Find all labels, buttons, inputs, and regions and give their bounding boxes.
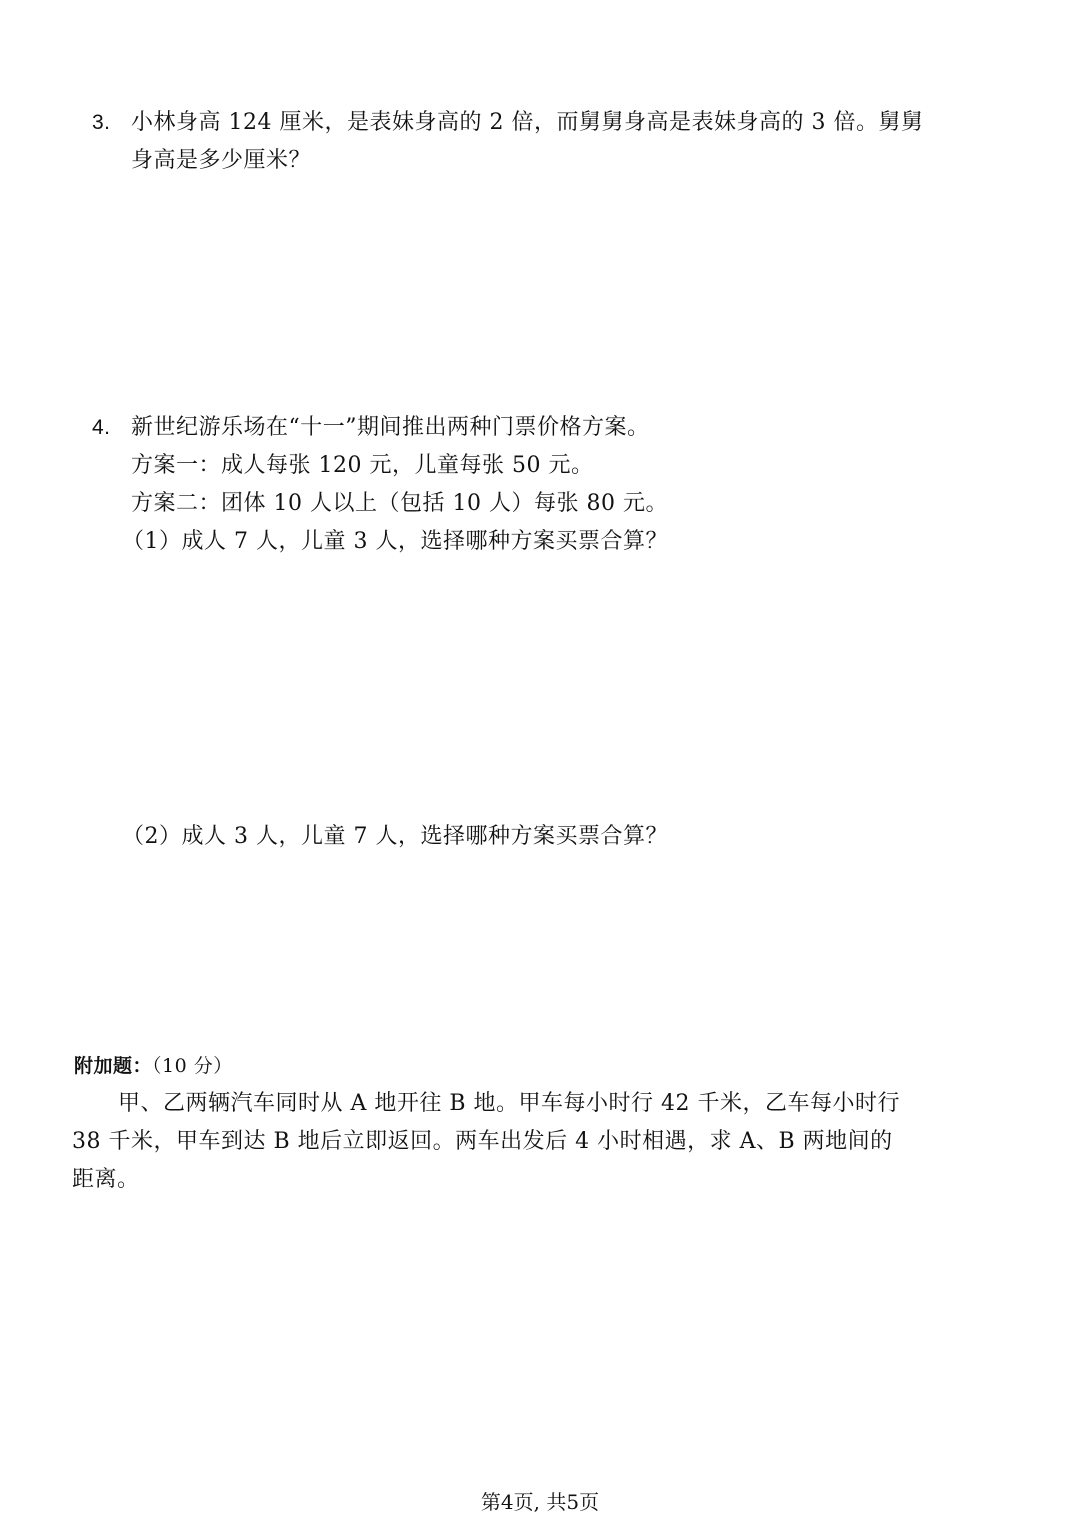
- bonus-score: （10 分）: [152, 1055, 233, 1077]
- question-4-number: 4.: [92, 416, 111, 439]
- question-4-plan-1: 方案一：成人每张 120 元，儿童每张 50 元。: [131, 453, 594, 478]
- question-4-sub-1: （1）成人 7 人，儿童 3 人，选择哪种方案买票合算？: [122, 529, 668, 554]
- question-3-line-2: 身高是多少厘米？: [131, 148, 312, 173]
- bonus-line-1: 甲、乙两辆汽车同时从 A 地开往 B 地。甲车每小时行 42 千米，乙车每小时行: [118, 1091, 901, 1116]
- bonus-title: 附加题：: [74, 1055, 153, 1077]
- question-3-line-1: 小林身高 124 厘米，是表妹身高的 2 倍，而舅舅身高是表妹身高的 3 倍。舅舅: [131, 110, 924, 135]
- bonus-line-2: 38 千米，甲车到达 B 地后立即返回。两车出发后 4 小时相遇，求 A、B 两地间的: [72, 1129, 893, 1154]
- question-4-sub-2: （2）成人 3 人，儿童 7 人，选择哪种方案买票合算？: [122, 824, 668, 849]
- question-4-plan-2: 方案二：团体 10 人以上（包括 10 人）每张 80 元。: [131, 491, 668, 516]
- bonus-line-3: 距离。: [72, 1167, 140, 1192]
- bonus-heading: [74, 1051, 233, 1081]
- question-4-intro: 新世纪游乐场在“十一”期间推出两种门票价格方案。: [131, 415, 650, 440]
- page-number-footer: 第4页, 共5页: [480, 1490, 600, 1514]
- question-3-number: 3.: [92, 111, 111, 134]
